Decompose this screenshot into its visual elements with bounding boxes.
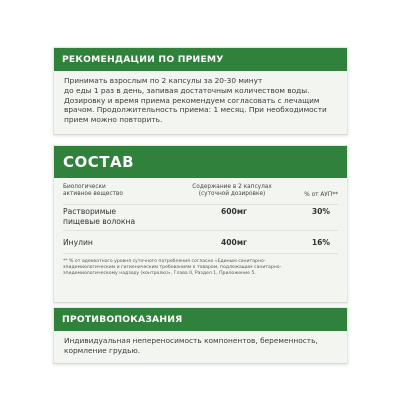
composition-title: СОСТАВ [54, 146, 347, 178]
header-percent: % от АУП** [304, 192, 338, 198]
footnote-line: эпидемиологическим и гигиеническим требованиям к товарам, подлежащим санитарно- [63, 265, 282, 271]
recommendations-line: прием можно повторить. [64, 115, 163, 125]
footnote-line: ** % от адекватного уровня суточного потребления согласно «Единым санитарно- [63, 259, 266, 264]
recommendations-line: врачом. Продолжительность приема: 1 месяц. При необходимости [64, 105, 327, 115]
divider [63, 253, 338, 254]
footnote-line: эпидемиологическому надзору (контролю)», Глава II, Раздел 1, Приложение 5. [63, 271, 256, 277]
header-substance [63, 184, 123, 199]
header-substance-line: активное вещество [63, 191, 123, 198]
composition-footnote [63, 259, 338, 277]
recommendations-title: РЕКОМЕНДАЦИИ ПО ПРИЕМУ [54, 48, 347, 71]
recommendations-line: до еды 1 раз в день, запивая достаточным количеством воды. [64, 85, 310, 95]
divider [63, 230, 338, 231]
row-name-line: пищевые волокна [63, 216, 136, 226]
recommendations-line: Дозировку и время приема рекомендуем согласовать с лечащим [64, 95, 320, 105]
row-name-line: Растворимые [63, 207, 117, 216]
header-content [172, 184, 292, 199]
contraindications-title: ПРОТИВОПОКАЗАНИЯ [54, 308, 347, 331]
contraindications-card [53, 307, 348, 364]
header-content-line: Содержание в 2 капсулах [192, 184, 272, 190]
recommendations-card [53, 47, 348, 135]
row-percent: 16% [311, 238, 330, 247]
contraindications-line: Индивидуальная непереносимость компонентов, беременность, [64, 336, 318, 345]
row-percent: 30% [311, 207, 330, 216]
contraindications-text [54, 331, 347, 356]
row-value: 600мг [220, 207, 248, 216]
header-substance-line: Биологически [63, 184, 106, 190]
recommendations-text [54, 71, 347, 125]
composition-table-header [54, 184, 347, 206]
divider [63, 204, 338, 205]
row-value: 400мг [220, 238, 248, 247]
composition-card [53, 145, 348, 303]
header-content-line: (суточной дозировке) [198, 191, 266, 198]
row-name [63, 207, 135, 226]
row-name: Инулин [63, 238, 93, 247]
contraindications-line: кормление грудью. [64, 345, 141, 355]
recommendations-line: Принимать взрослым по 2 капсулы за 20-30 минут [64, 76, 263, 85]
